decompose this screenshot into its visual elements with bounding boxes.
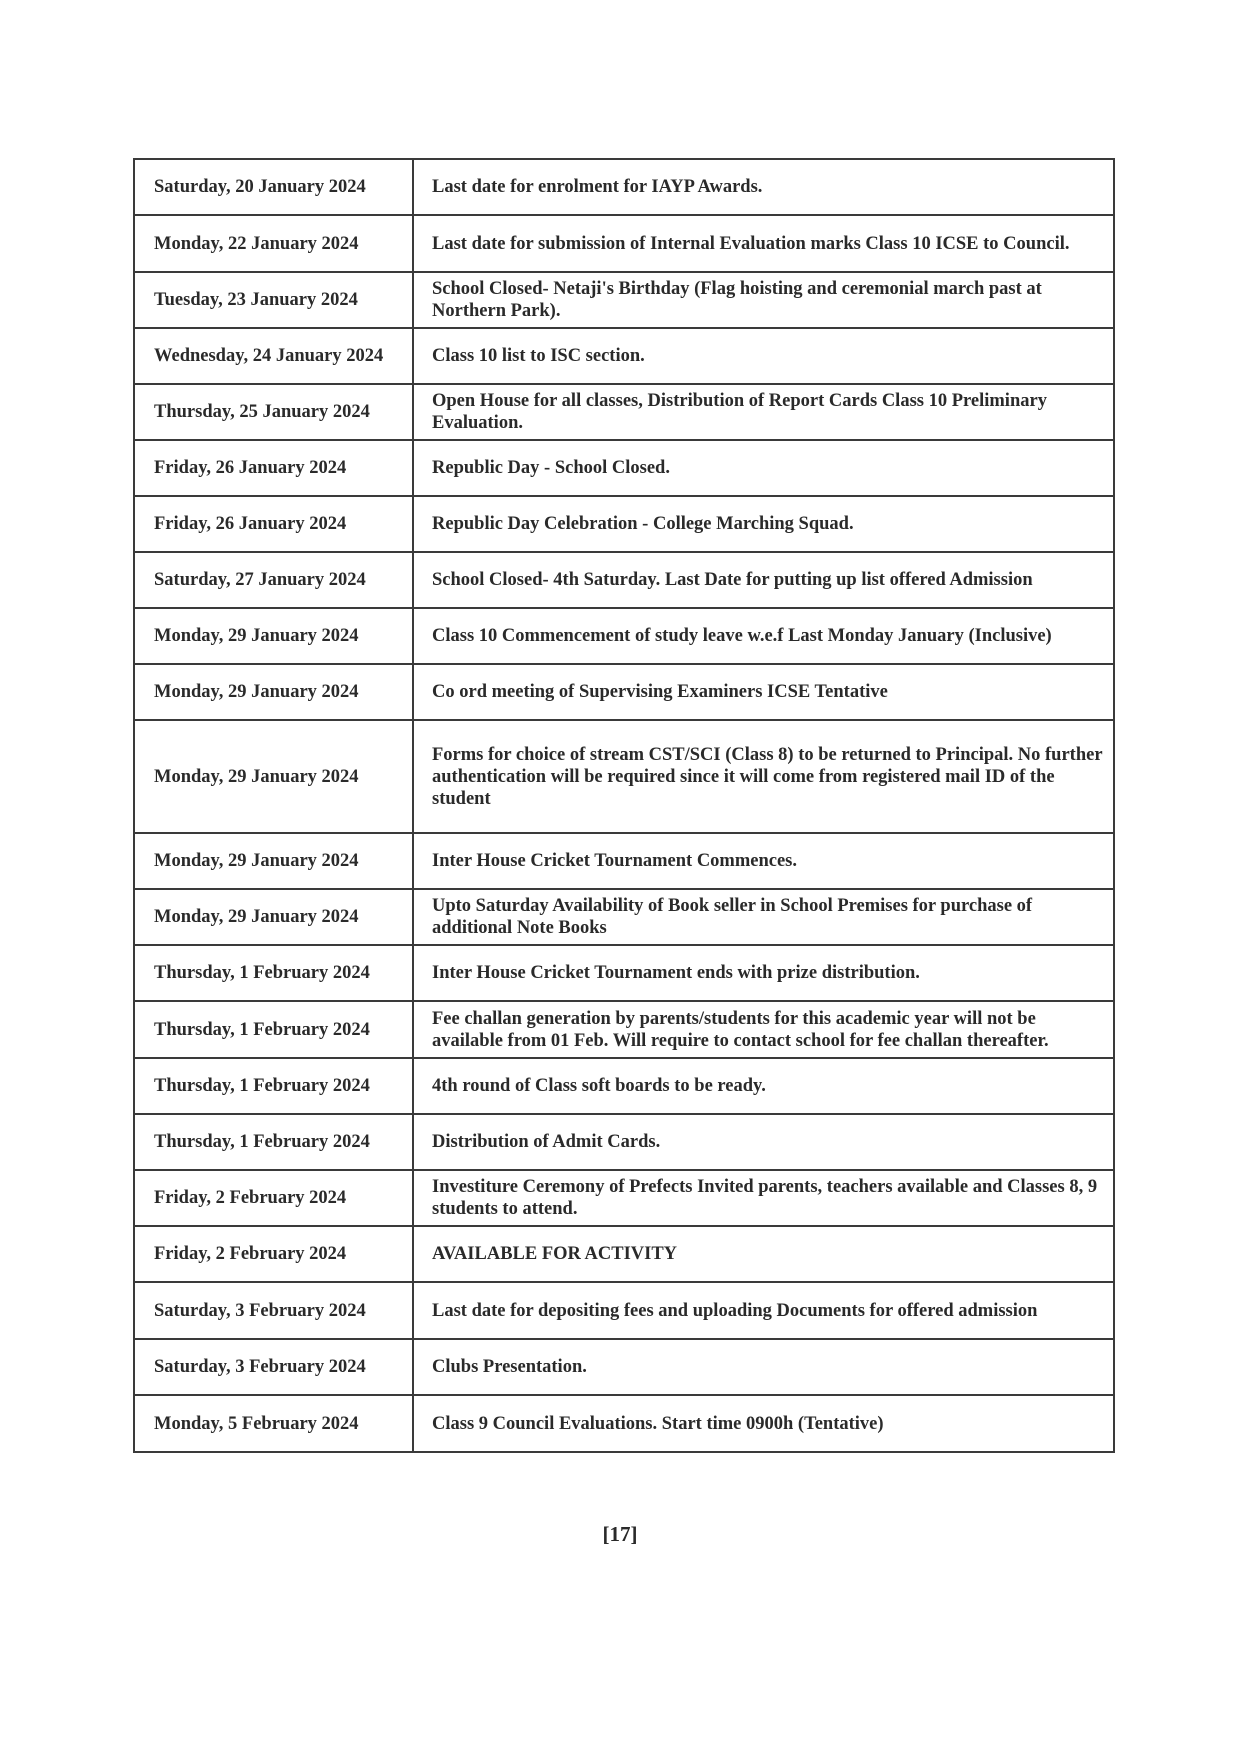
table-row [134,1170,1114,1226]
row-date: Thursday, 25 January 2024 [134,384,413,440]
row-date: Monday, 22 January 2024 [134,215,413,272]
row-date: Saturday, 3 February 2024 [134,1339,413,1395]
row-date: Saturday, 27 January 2024 [134,552,413,608]
row-event: Republic Day - School Closed. [413,440,1114,496]
row-date: Friday, 26 January 2024 [134,496,413,552]
row-date: Monday, 29 January 2024 [134,608,413,664]
row-event: Fee challan generation by parents/students for this academic year will not be available from 01 Feb. Will require to contact school for fee challan thereafter. [413,1001,1114,1058]
row-event: 4th round of Class soft boards to be ready. [413,1058,1114,1114]
row-event: Republic Day Celebration - College Marching Squad. [413,496,1114,552]
row-date: Saturday, 20 January 2024 [134,159,413,215]
table-row [134,272,1114,328]
row-event: Inter House Cricket Tournament ends with prize distribution. [413,945,1114,1001]
table-row [134,945,1114,1001]
row-event: Forms for choice of stream CST/SCI (Class 8) to be returned to Principal. No further authentication will be required since it will come from registered mail ID of the student [413,720,1114,833]
table-row [134,1114,1114,1170]
schedule-table [133,158,1115,1453]
row-event: Upto Saturday Availability of Book seller in School Premises for purchase of additional Note Books [413,889,1114,945]
row-event: Last date for enrolment for IAYP Awards. [413,159,1114,215]
table-row [134,833,1114,889]
table-row [134,889,1114,945]
table-row [134,552,1114,608]
row-date: Monday, 29 January 2024 [134,664,413,720]
row-date: Friday, 2 February 2024 [134,1226,413,1282]
row-date: Monday, 5 February 2024 [134,1395,413,1452]
table-row [134,1339,1114,1395]
row-date: Friday, 26 January 2024 [134,440,413,496]
page-number: [17] [602,1522,638,1546]
row-event: Class 9 Council Evaluations. Start time 0900h (Tentative) [413,1395,1114,1452]
table-row [134,328,1114,384]
schedule-body [134,159,1114,1452]
table-row [134,1001,1114,1058]
row-event: Investiture Ceremony of Prefects Invited parents, teachers available and Classes 8, 9 students to attend. [413,1170,1114,1226]
table-row [134,440,1114,496]
row-date: Saturday, 3 February 2024 [134,1282,413,1339]
row-event: Class 10 list to ISC section. [413,328,1114,384]
row-date: Friday, 2 February 2024 [134,1170,413,1226]
table-row [134,1058,1114,1114]
row-event: Distribution of Admit Cards. [413,1114,1114,1170]
table-row [134,1282,1114,1339]
table-row [134,496,1114,552]
table-row [134,384,1114,440]
row-event: Class 10 Commencement of study leave w.e.f Last Monday January (Inclusive) [413,608,1114,664]
row-date: Thursday, 1 February 2024 [134,1058,413,1114]
row-date: Thursday, 1 February 2024 [134,1114,413,1170]
row-date: Wednesday, 24 January 2024 [134,328,413,384]
row-date: Thursday, 1 February 2024 [134,945,413,1001]
table-row [134,608,1114,664]
row-date: Monday, 29 January 2024 [134,833,413,889]
table-row [134,720,1114,833]
row-event: Last date for submission of Internal Evaluation marks Class 10 ICSE to Council. [413,215,1114,272]
row-event: Clubs Presentation. [413,1339,1114,1395]
row-date: Thursday, 1 February 2024 [134,1001,413,1058]
table-row [134,215,1114,272]
row-event: School Closed- 4th Saturday. Last Date for putting up list offered Admission [413,552,1114,608]
row-date: Monday, 29 January 2024 [134,720,413,833]
row-event: Last date for depositing fees and uploading Documents for offered admission [413,1282,1114,1339]
row-date: Tuesday, 23 January 2024 [134,272,413,328]
table-row [134,1395,1114,1452]
row-event: Inter House Cricket Tournament Commences. [413,833,1114,889]
row-date: Monday, 29 January 2024 [134,889,413,945]
row-event: School Closed- Netaji's Birthday (Flag hoisting and ceremonial march past at Northern Park). [413,272,1114,328]
table-row [134,664,1114,720]
row-event: Co ord meeting of Supervising Examiners ICSE Tentative [413,664,1114,720]
table-row [134,159,1114,215]
table-row [134,1226,1114,1282]
row-event: AVAILABLE FOR ACTIVITY [413,1226,1114,1282]
row-event: Open House for all classes, Distribution of Report Cards Class 10 Preliminary Evaluation. [413,384,1114,440]
